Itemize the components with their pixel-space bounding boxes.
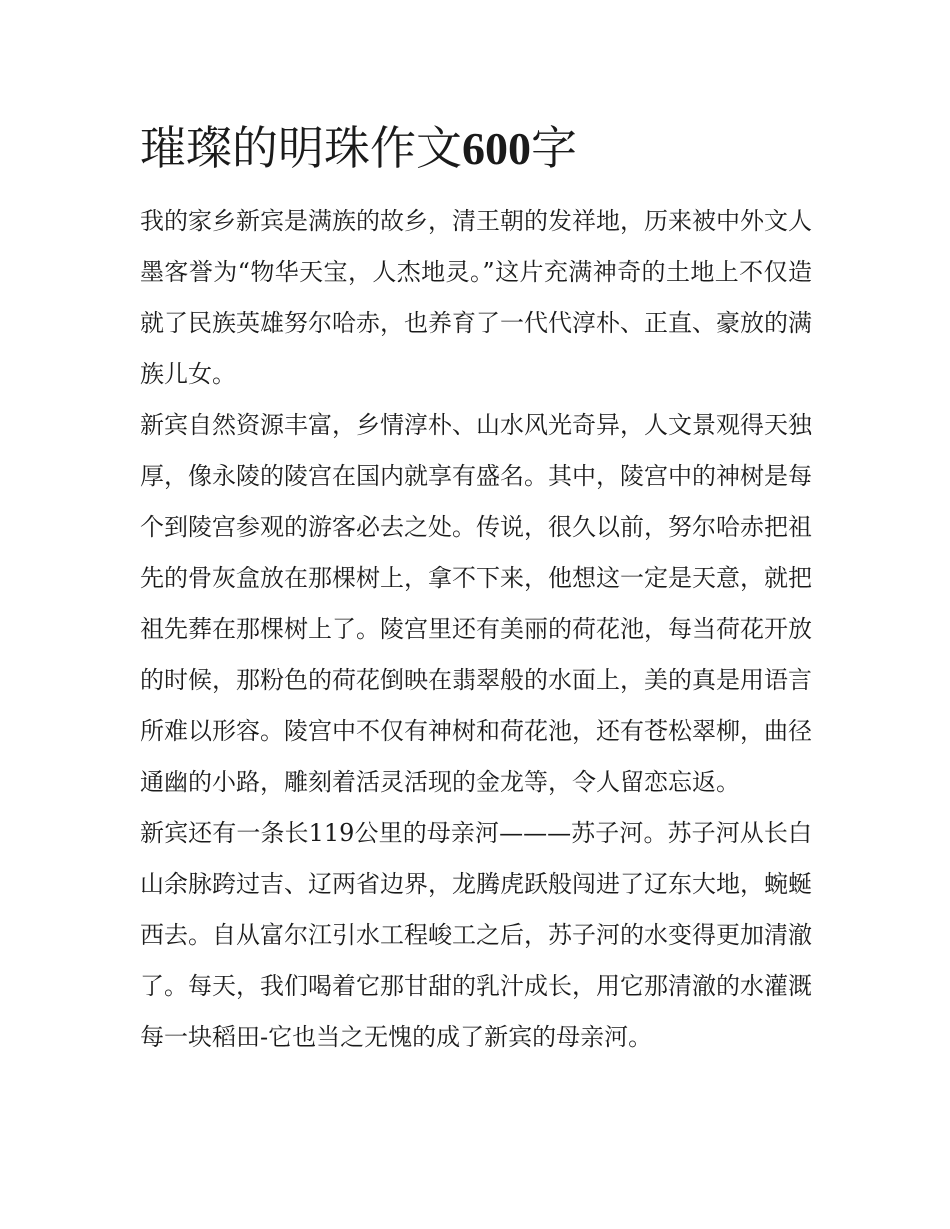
page-title	[140, 118, 820, 179]
paragraph-3: 新宾还有一条长119公里的母亲河———苏子河。苏子河从长白山余脉跨过吉、辽两省边界，龙腾虎跃般闯进了辽东大地，蜿蜒西去。自从富尔江引水工程峻工之后，苏子河的水变得更加清澈了。每天，我们喝着它那甘甜的乳汁成长，用它那清澈的水灌溉每一块稻田-它也当之无愧的成了新宾的母亲河。	[140, 819, 812, 1051]
paragraph-2: 新宾自然资源丰富，乡情淳朴、山水风光奇异，人文景观得天独厚，像永陵的陵宫在国内就享有盛名。其中，陵宫中的神树是每个到陵宫参观的游客必去之处。传说，很久以前，努尔哈赤把祖先的骨灰盒放在那棵树上，拿不下来，他想这一定是天意，就把祖先葬在那棵树上了。陵宫里还有美丽的荷花池，每当荷花开放的时候，那粉色的荷花倒映在翡翠般的水面上，美的真是用语言所难以形容。陵宫中不仅有神树和荷花池，还有苍松翠柳，曲径通幽的小路，雕刻着活灵活现的金龙等，令人留恋忘返。	[140, 411, 812, 796]
title-prefix: 璀璨的明珠作文	[140, 121, 462, 175]
title-suffix: 字	[531, 121, 577, 175]
paragraph-1: 我的家乡新宾是满族的故乡，清王朝的发祥地，历来被中外文人墨客誉为“物华天宝，人杰地灵。”这片充满神奇的土地上不仅造就了民族英雄努尔哈赤，也养育了一代代淳朴、正直、豪放的满族儿女。	[140, 207, 812, 388]
essay-body	[140, 196, 812, 1063]
title-number: 600	[462, 123, 531, 174]
